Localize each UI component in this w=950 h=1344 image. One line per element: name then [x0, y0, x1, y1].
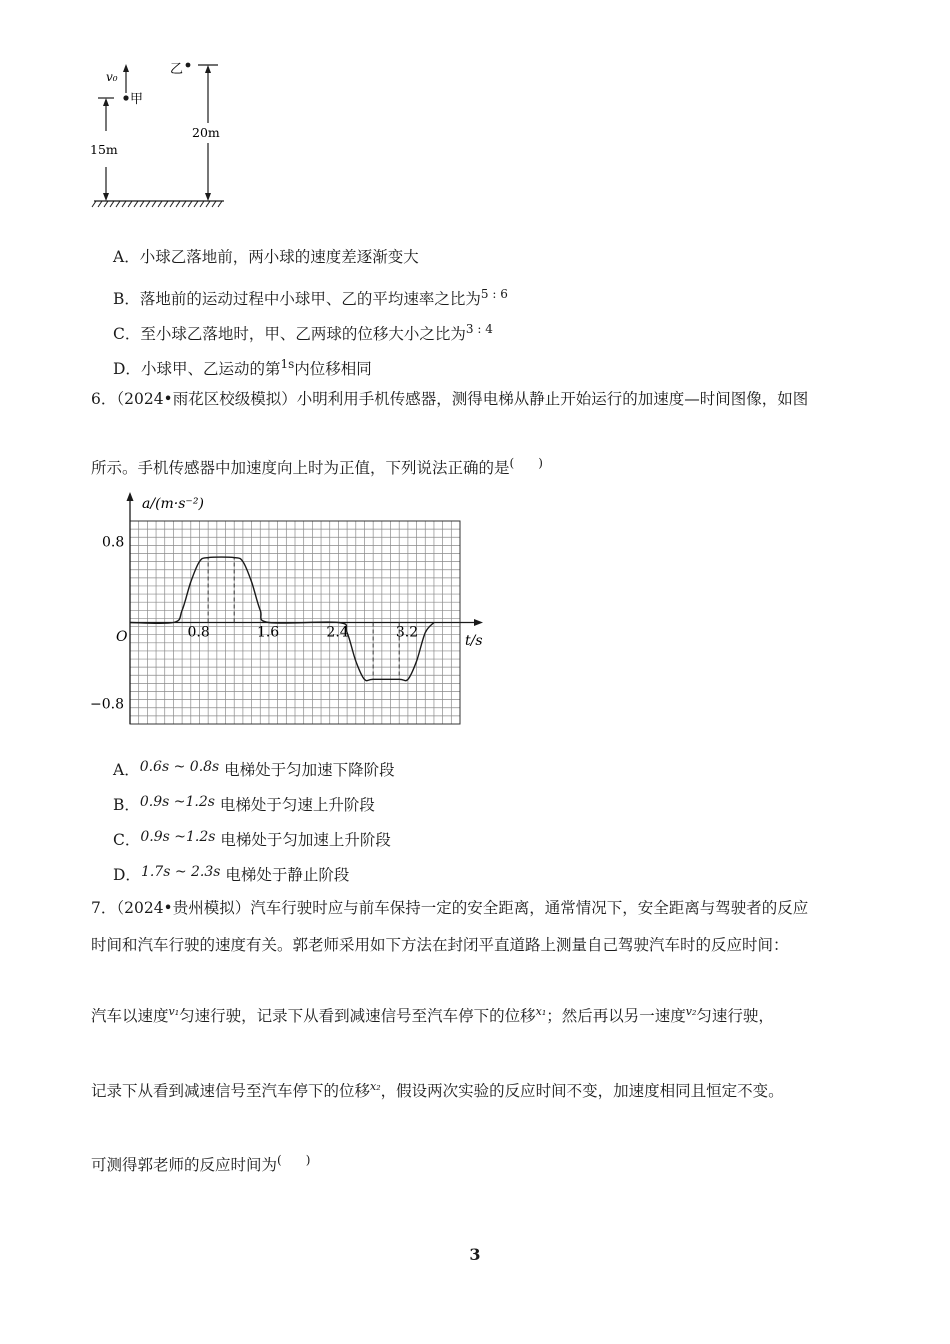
- interval-math: 0.6s ~ 0.8s: [139, 759, 220, 775]
- chart-axes: [127, 492, 484, 724]
- jia-label: 甲: [130, 92, 144, 107]
- q7-stem-line2: 时间和汽车行驶的速度有关。郭老师采用如下方法在封闭平直道路上测量自己驾驶汽车时的反应时间：: [91, 936, 789, 954]
- page-number: 3: [469, 1245, 481, 1264]
- ratio-math: 3 : 4: [465, 322, 493, 336]
- q5-option-d[interactable]: [113, 354, 372, 379]
- q6-stem-line1: 6．（2024•雨花区校级模拟）小明利用手机传感器，测得电梯从静止开始运行的加速度—时间图像，如图: [91, 390, 809, 408]
- x-tick-label: 1.6: [256, 624, 280, 641]
- q5-option-b[interactable]: [113, 284, 508, 309]
- q7-text: ；然后再以另一速度: [546, 1007, 686, 1025]
- ratio-math: 5 : 6: [480, 287, 508, 301]
- option-letter: C．: [113, 831, 141, 849]
- option-text: 小球乙落地前，两小球的速度差逐渐变大: [139, 248, 419, 266]
- answer-paren[interactable]: ( ): [277, 1153, 311, 1167]
- option-letter: D．: [113, 360, 141, 378]
- interval-math: 0.9s ~1.2s: [139, 794, 215, 810]
- option-text: 内位移相同: [294, 360, 372, 378]
- arrow-down-20m: [205, 193, 211, 201]
- q5-option-c[interactable]: [113, 319, 493, 344]
- q6-stem-text: 所示。手机传感器中加速度向上时为正值，下列说法正确的是: [91, 459, 510, 477]
- time-math: 1s: [280, 357, 295, 371]
- yi-label: 乙: [170, 62, 184, 77]
- q7-stem-line5: [91, 1150, 310, 1175]
- ball-height-figure: [88, 55, 238, 215]
- q7-text: 汽车以速度: [91, 1007, 169, 1025]
- q6-option-b[interactable]: [113, 792, 375, 815]
- q5-option-a[interactable]: [113, 247, 419, 267]
- option-text: 小球甲、乙运动的第: [140, 360, 281, 378]
- x-axis-arrow: [474, 619, 483, 626]
- answer-paren[interactable]: ( ): [509, 456, 543, 470]
- q7-text: ，假设两次实验的反应时间不变，加速度相同且恒定不变。: [380, 1082, 784, 1100]
- option-letter: D．: [113, 866, 141, 884]
- option-text: 电梯处于匀速上升阶段: [219, 796, 375, 814]
- q7-text: 可测得郭老师的反应时间为: [91, 1156, 278, 1174]
- option-text: 电梯处于匀加速上升阶段: [220, 831, 391, 849]
- height-20m-label: 20m: [192, 125, 220, 140]
- q6-stem-line2: [91, 453, 543, 478]
- arrow-up-20m: [205, 65, 211, 73]
- v0-label: v₀: [106, 70, 118, 84]
- q7-stem-line4: [91, 1077, 784, 1101]
- option-letter: B．: [113, 796, 140, 814]
- arrow-down-15m: [103, 193, 109, 201]
- q6-option-d[interactable]: [113, 862, 349, 885]
- x-tick-label: 3.2: [395, 624, 419, 641]
- origin-label: O: [116, 629, 128, 645]
- y-axis-arrow: [127, 492, 134, 501]
- x1-symbol: x₁: [535, 1005, 547, 1018]
- q7-stem-line3: [91, 1002, 774, 1026]
- q7-text: 匀速行驶，记录下从看到减速信号至汽车停下的位移: [179, 1007, 536, 1025]
- height-15m-label: 15m: [90, 142, 118, 157]
- y-tick-label: −0.8: [90, 696, 124, 713]
- x-tick-label: 0.8: [187, 624, 210, 641]
- v1-symbol: v₁: [168, 1005, 180, 1018]
- y-tick-label: 0.8: [102, 534, 125, 551]
- interval-math: 1.7s ~ 2.3s: [140, 864, 221, 880]
- x2-symbol: x₂: [370, 1080, 381, 1093]
- q6-option-a[interactable]: [113, 757, 395, 780]
- q7-stem-line1: 7．（2024•贵州模拟）汽车行驶时应与前车保持一定的安全距离，通常情况下，安全距离与驾驶者的反应: [91, 899, 809, 917]
- acceleration-curve: [130, 557, 434, 681]
- q7-text: 记录下从看到减速信号至汽车停下的位移: [91, 1082, 371, 1100]
- option-letter: B．: [113, 290, 140, 308]
- x-tick-label: 2.4: [326, 624, 349, 641]
- option-text: 至小球乙落地时，甲、乙两球的位移大小之比为: [140, 325, 466, 343]
- q7-text: 匀速行驶，: [696, 1007, 774, 1025]
- interval-math: 0.9s ~1.2s: [140, 829, 216, 845]
- option-text: 电梯处于匀加速下降阶段: [224, 761, 395, 779]
- ball-jia: [123, 95, 128, 100]
- arrow-up-15m: [103, 98, 109, 106]
- option-letter: A．: [113, 761, 140, 779]
- option-text: 电梯处于静止阶段: [225, 866, 350, 884]
- option-letter: C．: [113, 325, 141, 343]
- x-axis-label: t/s: [465, 633, 483, 649]
- curve-group: [130, 557, 434, 681]
- acceleration-time-chart: [88, 488, 498, 733]
- option-text: 落地前的运动过程中小球甲、乙的平均速率之比为: [139, 290, 481, 308]
- ground-hatch: [92, 201, 222, 207]
- y-axis-label: a/(m·s⁻²): [142, 496, 204, 512]
- ball-yi: [186, 63, 191, 68]
- option-letter: A．: [113, 248, 140, 266]
- v0-arrowhead: [123, 64, 129, 72]
- q6-option-c[interactable]: [113, 827, 391, 850]
- v2-symbol: v₂: [685, 1005, 697, 1018]
